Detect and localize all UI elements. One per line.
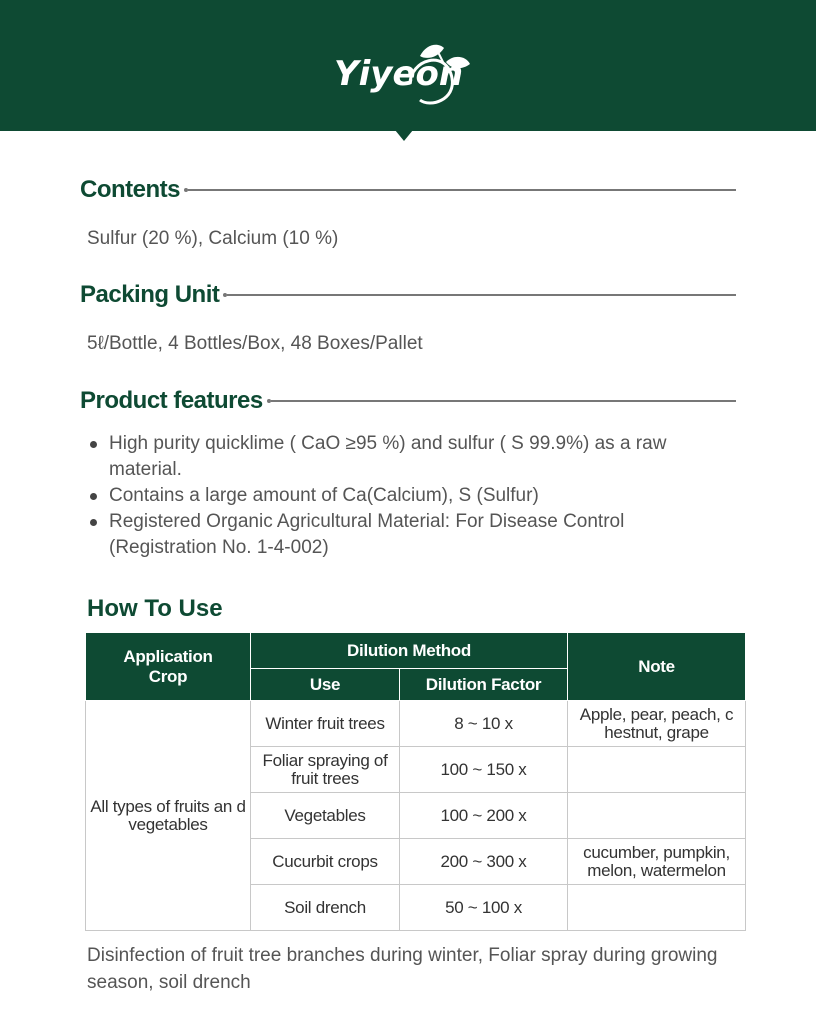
list-item: Registered Organic Agricultural Material: For Disease Control (Registration No. 1-4-002)	[89, 509, 736, 561]
note-cell: cucumber, pumpkin, melon, watermelon	[568, 839, 746, 885]
brand-name: Yiyeon	[334, 54, 464, 94]
header-note: Note	[568, 633, 746, 701]
header-notch	[395, 130, 413, 141]
divider-line	[271, 400, 736, 402]
packing-heading	[80, 281, 736, 309]
table-row	[86, 701, 746, 747]
usage-table	[85, 632, 746, 931]
header-application-crop: Application Crop	[86, 633, 251, 701]
packing-title: Packing Unit	[80, 281, 220, 308]
packing-section	[80, 281, 736, 355]
header-banner	[0, 0, 816, 131]
use-cell: Foliar spraying of fruit trees	[251, 747, 400, 793]
list-item: High purity quicklime ( CaO ≥95 %) and sulfur ( S 99.9%) as a raw material.	[89, 431, 736, 483]
features-section	[80, 387, 736, 561]
factor-cell: 100 ~ 200 x	[400, 793, 568, 839]
packing-text: 5ℓ/Bottle, 4 Bottles/Box, 48 Boxes/Pallet	[87, 333, 423, 354]
features-title: Product features	[80, 387, 263, 414]
factor-cell: 200 ~ 300 x	[400, 839, 568, 885]
factor-cell: 100 ~ 150 x	[400, 747, 568, 793]
factor-cell: 50 ~ 100 x	[400, 885, 568, 931]
divider-line	[188, 189, 736, 191]
factor-cell: 8 ~ 10 x	[400, 701, 568, 747]
note-cell	[568, 793, 746, 839]
usage-footnote: Disinfection of fruit tree branches during winter, Foliar spray during growing season, soil drench	[87, 945, 718, 993]
use-cell: Winter fruit trees	[251, 701, 400, 747]
note-cell	[568, 747, 746, 793]
header-use: Use	[251, 669, 400, 701]
brand-logo	[334, 38, 474, 118]
crop-cell: All types of fruits an d vegetables	[86, 701, 251, 931]
header-dilution-method: Dilution Method	[251, 633, 568, 669]
contents-text: Sulfur (20 %), Calcium (10 %)	[87, 228, 339, 249]
features-heading	[80, 387, 736, 415]
contents-title: Contents	[80, 176, 180, 203]
contents-heading	[80, 176, 736, 204]
use-cell: Vegetables	[251, 793, 400, 839]
list-item: Contains a large amount of Ca(Calcium), S (Sulfur)	[89, 483, 736, 509]
contents-section	[80, 176, 736, 250]
note-cell	[568, 885, 746, 931]
divider-line	[227, 294, 736, 296]
howto-title: How To Use	[87, 595, 223, 622]
header-dilution-factor: Dilution Factor	[400, 669, 568, 701]
use-cell: Soil drench	[251, 885, 400, 931]
use-cell: Cucurbit crops	[251, 839, 400, 885]
note-cell: Apple, pear, peach, c hestnut, grape	[568, 701, 746, 747]
features-list	[80, 431, 736, 561]
